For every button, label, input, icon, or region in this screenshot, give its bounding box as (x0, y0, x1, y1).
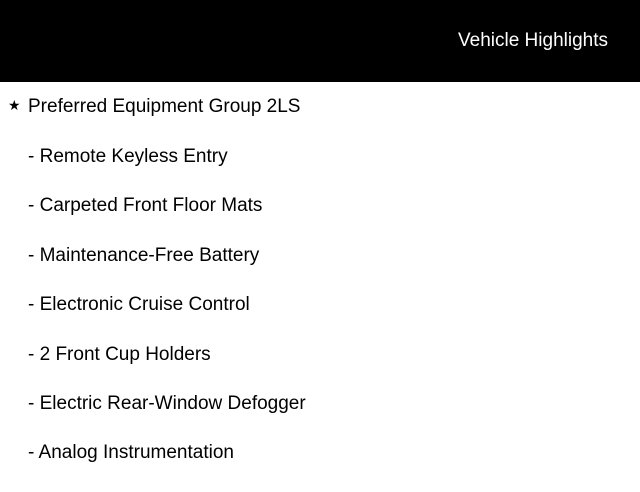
feature-item: - Maintenance-Free Battery (28, 244, 260, 266)
feature-item: - Remote Keyless Entry (28, 146, 228, 167)
header-bar (0, 0, 640, 82)
feature-item: - Electric Rear-Window Defogger (28, 392, 306, 414)
feature-item: - Carpeted Front Floor Mats (28, 195, 263, 217)
highlights-panel (0, 82, 640, 480)
equipment-group-title: Preferred Equipment Group 2LS (28, 96, 301, 117)
equipment-group (0, 96, 640, 118)
feature-list (28, 146, 306, 492)
feature-item: - 2 Front Cup Holders (28, 343, 211, 365)
star-icon: ★ (8, 98, 21, 114)
feature-item: - Analog Instrumentation (28, 442, 234, 464)
feature-item: - Electronic Cruise Control (28, 294, 250, 316)
page-title: Vehicle Highlights (458, 30, 608, 51)
